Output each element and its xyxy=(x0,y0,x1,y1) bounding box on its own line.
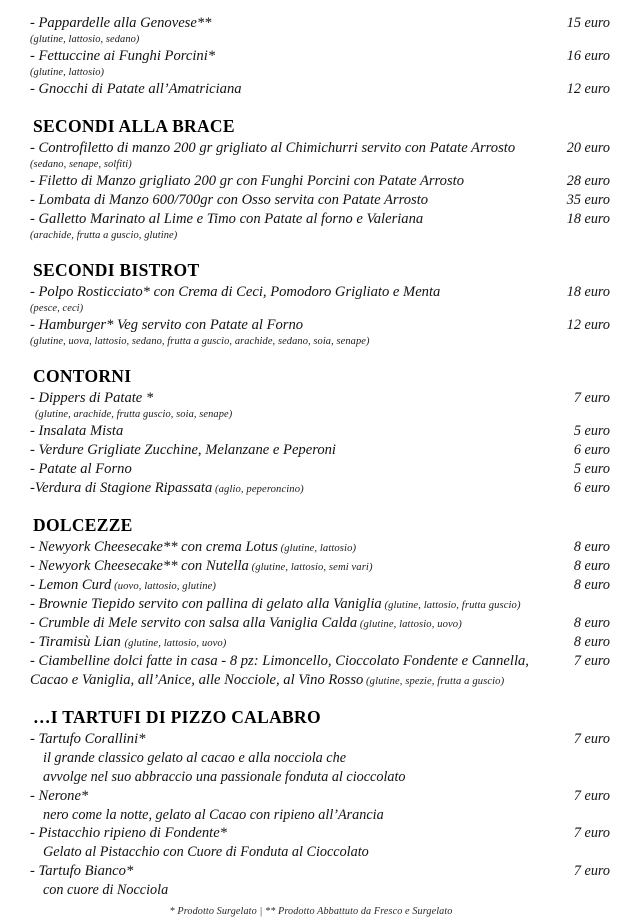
section-continued-primi xyxy=(30,14,610,99)
menu-item-allergens: (glutine, uova, lattosio, sedano, frutta a guscio, arachide, sedano, soia, senape) xyxy=(30,336,370,348)
menu-item-name xyxy=(30,172,474,191)
menu-item-title: - Pistacchio ripieno di Fondente* xyxy=(30,825,227,842)
menu-item-row xyxy=(30,316,610,335)
menu-section xyxy=(30,366,610,498)
menu-item-name xyxy=(30,614,472,633)
menu-item-price: 35 euro xyxy=(566,192,610,209)
menu-item-name xyxy=(30,633,236,652)
footer-note: * Prodotto Surgelato | ** Prodotto Abbattuto da Fresco e Surgelato xyxy=(169,905,453,917)
menu-item-name xyxy=(30,479,314,498)
menu-item-allergens: (glutine, lattosio) xyxy=(30,66,105,78)
menu-item-name xyxy=(30,139,525,158)
menu-item-title: - Polpo Rosticciato* con Crema di Ceci, Pomodoro Grigliato e Menta xyxy=(30,284,441,301)
menu-item-name xyxy=(30,862,143,881)
menu-item-title: - Tartufo Bianco* xyxy=(30,863,134,880)
section-heading: SECONDI BISTROT xyxy=(33,260,200,281)
menu-item-price: 16 euro xyxy=(566,48,610,65)
menu-item-row xyxy=(30,787,610,806)
menu-item-name xyxy=(30,460,142,479)
menu-item-row xyxy=(30,862,610,881)
menu-item-allergens-inline: (uovo, lattosio, glutine) xyxy=(111,581,217,593)
menu-item-title: -Verdura di Stagione Ripassata xyxy=(30,480,213,497)
menu-item-title: - Newyork Cheesecake** con Nutella xyxy=(30,558,249,575)
menu-item-price: 6 euro xyxy=(573,442,610,459)
menu-item-price: 18 euro xyxy=(566,284,610,301)
menu-item-row xyxy=(30,538,610,557)
menu-item-name xyxy=(30,576,226,595)
menu-section xyxy=(30,116,610,243)
menu-sections xyxy=(30,116,610,900)
section-heading: …I TARTUFI DI PIZZO CALABRO xyxy=(33,707,321,728)
menu-item-allergens-inline: (glutine, spezie, frutta a guscio) xyxy=(363,676,505,688)
menu-item-title: - Lombata di Manzo 600/700gr con Osso servita con Patate Arrosto xyxy=(30,192,429,209)
menu-item-name xyxy=(30,191,438,210)
menu-item-name xyxy=(30,441,346,460)
menu-item-allergens-inline: (glutine, lattosio, semi vari) xyxy=(248,562,373,574)
menu-item-description: Gelato al Pistacchio con Cuore di Fonduta al Cioccolato xyxy=(43,844,369,861)
menu-item-row xyxy=(30,191,610,210)
menu-item-row xyxy=(30,14,610,33)
menu-item-price: 8 euro xyxy=(573,577,610,594)
menu-item-name xyxy=(30,787,98,806)
menu-item-name xyxy=(30,283,450,302)
menu-item-price: 20 euro xyxy=(566,140,610,157)
menu-item-row xyxy=(30,557,610,576)
menu-item-name xyxy=(30,422,133,441)
menu-item-price: 8 euro xyxy=(573,615,610,632)
menu-item-description: nero come la notte, gelato al Cacao con ripieno all’Arancia xyxy=(43,806,384,823)
menu-item-name xyxy=(30,389,163,408)
top-items-list xyxy=(30,14,610,99)
menu-item-row xyxy=(30,730,610,749)
menu-item-name xyxy=(30,47,225,66)
menu-item-row xyxy=(30,283,610,302)
menu-item-title: - Lemon Curd xyxy=(30,577,112,594)
menu-item-price: 28 euro xyxy=(566,173,610,190)
menu-item-allergens-inline: (aglio, peperoncino) xyxy=(212,484,304,496)
menu-item-name xyxy=(30,595,531,614)
menu-item-allergens-inline: (glutine, lattosio) xyxy=(277,543,357,555)
menu-item-allergens: (glutine, lattosio, sedano) xyxy=(30,33,140,45)
menu-item-title: - Patate al Forno xyxy=(30,461,132,478)
menu-item-description: il grande classico gelato al cacao e alla nocciola che xyxy=(43,750,346,767)
menu-item-allergens: (glutine, arachide, frutta guscio, soia, senape) xyxy=(35,409,233,421)
section-heading: SECONDI ALLA BRACE xyxy=(33,116,235,136)
section-heading: DOLCEZZE xyxy=(33,515,133,536)
menu-item-row xyxy=(30,824,610,843)
menu-item-continuation-text: Cacao e Vaniglia, all’Anice, alle Nocciole, al Vino Rosso xyxy=(30,672,364,689)
menu-item-name xyxy=(30,730,155,749)
menu-item-allergens: (arachide, frutta a guscio, glutine) xyxy=(30,230,178,242)
menu-item-title: - Verdure Grigliate Zucchine, Melanzane e Peperoni xyxy=(30,442,336,459)
menu-item-allergens: (pesce, ceci) xyxy=(30,303,84,315)
menu-item-title: - Controfiletto di manzo 200 gr grigliato al Chimichurri servito con Patate Arrosto xyxy=(30,140,516,157)
menu-item-row xyxy=(30,595,610,614)
menu-item-name xyxy=(30,538,366,557)
menu-item-price: 8 euro xyxy=(573,539,610,556)
menu-item-row xyxy=(30,422,610,441)
menu-item-name xyxy=(30,557,383,576)
menu-item-title: - Filetto di Manzo grigliato 200 gr con Funghi Porcini con Patate Arrosto xyxy=(30,173,464,190)
menu-item-price: 18 euro xyxy=(566,211,610,228)
menu-item-price: 7 euro xyxy=(573,653,610,670)
menu-item-price: 8 euro xyxy=(573,634,610,651)
menu-item-row xyxy=(30,460,610,479)
menu-item-price: 15 euro xyxy=(566,15,610,31)
menu-item-name xyxy=(30,210,433,229)
menu-item-title: - Insalata Mista xyxy=(30,423,124,440)
menu-item-description: avvolge nel suo abbraccio una passionale fonduta al cioccolato xyxy=(43,768,406,785)
menu-item-allergens-inline: (glutine, lattosio, uovo) xyxy=(124,638,227,650)
menu-item-title: - Fettuccine ai Funghi Porcini* xyxy=(30,48,216,65)
menu-item-allergens-inline: (glutine, lattosio, frutta guscio) xyxy=(381,600,521,612)
menu-item-price: 7 euro xyxy=(573,390,610,407)
menu-item-title: - Hamburger* Veg servito con Patate al Forno xyxy=(30,317,304,334)
menu-item-row xyxy=(30,172,610,191)
menu-section xyxy=(30,707,610,900)
menu-item-title: - Gnocchi di Patate all’Amatriciana xyxy=(30,81,242,98)
menu-item-row xyxy=(30,441,610,460)
menu-item-continuation xyxy=(30,671,610,690)
menu-item-price: 6 euro xyxy=(573,480,610,497)
menu-item-title: - Nerone* xyxy=(30,787,89,804)
menu-item-price: 7 euro xyxy=(573,863,610,880)
menu-item-allergens: (sedano, senape, solfiti) xyxy=(30,159,132,171)
menu-item-title: - Newyork Cheesecake** con crema Lotus xyxy=(30,539,278,556)
menu-item-row xyxy=(30,139,610,158)
menu-item-title: - Brownie Tiepido servito con pallina di gelato alla Vaniglia xyxy=(30,596,382,613)
menu-item-allergens-inline: (glutine, lattosio, uovo) xyxy=(357,619,462,631)
menu-item-row xyxy=(30,576,610,595)
section-heading: CONTORNI xyxy=(33,366,132,387)
menu-item-title: - Dippers di Patate * xyxy=(30,390,154,407)
menu-item-price: 5 euro xyxy=(573,461,610,478)
menu-item-row xyxy=(30,80,610,99)
menu-item-row xyxy=(30,389,610,408)
menu-item-price: 7 euro xyxy=(573,787,610,804)
menu-item-price: 7 euro xyxy=(573,825,610,842)
menu-item-title: - Pappardelle alla Genovese** xyxy=(30,15,212,31)
menu-item-row xyxy=(30,210,610,229)
menu-item-price: 12 euro xyxy=(566,81,610,98)
menu-item-price: 12 euro xyxy=(566,317,610,334)
menu-item-title: - Tiramisù Lian xyxy=(30,634,125,651)
menu-item-price: 7 euro xyxy=(573,731,610,748)
menu-item-row xyxy=(30,652,610,671)
menu-item-title: - Ciambelline dolci fatte in casa - 8 pz: Limoncello, Cioccolato Fondente e Cannella, xyxy=(30,653,529,670)
menu-item-price: 5 euro xyxy=(573,423,610,440)
menu-item-row xyxy=(30,614,610,633)
menu-item-row xyxy=(30,47,610,66)
menu-item-title: - Tartufo Corallini* xyxy=(30,731,146,748)
menu-item-row xyxy=(30,633,610,652)
menu-item-name xyxy=(30,316,313,335)
menu-item-name xyxy=(30,824,237,843)
menu-item-title: - Crumble di Mele servito con salsa alla Vaniglia Calda xyxy=(30,615,358,632)
menu-section xyxy=(30,260,610,349)
menu-item-name xyxy=(30,652,539,671)
menu-item-name xyxy=(30,80,252,99)
menu-item-description: con cuore di Nocciola xyxy=(43,882,169,899)
menu-item-price: 8 euro xyxy=(573,558,610,575)
menu-section xyxy=(30,515,610,690)
menu-item-name xyxy=(30,14,221,33)
menu-item-title: - Galletto Marinato al Lime e Timo con Patate al forno e Valeriana xyxy=(30,211,424,228)
menu-item-row xyxy=(30,479,610,498)
